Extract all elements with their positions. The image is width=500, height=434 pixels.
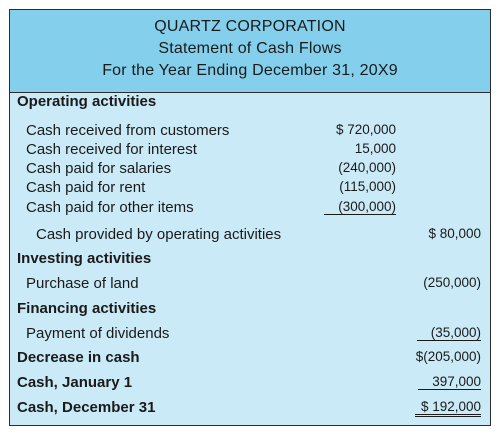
- line-item: [10, 325, 490, 345]
- cash-flow-statement: [9, 9, 491, 426]
- line-item: [10, 179, 490, 199]
- decrease-row: [10, 349, 490, 369]
- statement-period: For the Year Ending December 31, 20X9: [102, 62, 398, 79]
- line-item-label: Payment of dividends: [26, 325, 170, 342]
- cash-begin-amount: 397,000: [418, 374, 481, 390]
- cash-begin-label: Cash, January 1: [17, 374, 133, 391]
- decrease-amount: $(205,000): [415, 349, 481, 364]
- line-item-amount: (250,000): [423, 275, 481, 290]
- line-item-amount: (240,000): [338, 160, 396, 175]
- operating-total-amount: $ 80,000: [428, 226, 481, 241]
- section-heading-investing: Investing activities: [17, 250, 152, 267]
- line-item-label: Cash paid for other items: [26, 199, 194, 216]
- line-item-label: Cash received from customers: [26, 122, 230, 139]
- line-item-amount: (115,000): [339, 179, 396, 194]
- line-item-label: Cash received for interest: [26, 141, 197, 158]
- line-item-amount: (300,000): [324, 199, 396, 215]
- line-item: [10, 275, 490, 295]
- line-item: [10, 122, 490, 142]
- cash-end-amount: $ 192,000: [415, 399, 481, 417]
- operating-total-row: [10, 226, 490, 246]
- line-item-label: Purchase of land: [26, 275, 139, 292]
- section-heading-operating: Operating activities: [17, 93, 157, 110]
- operating-total-label: Cash provided by operating activities: [36, 226, 282, 243]
- operating-heading-row: [10, 93, 490, 113]
- line-item: [10, 160, 490, 180]
- cash-begin-row: [10, 374, 490, 394]
- line-item-amount: 15,000: [354, 141, 396, 156]
- investing-heading-row: [10, 250, 490, 270]
- line-item-amount: (35,000): [417, 325, 481, 341]
- decrease-label: Decrease in cash: [17, 349, 140, 366]
- financing-heading-row: [10, 300, 490, 320]
- company-name: QUARTZ CORPORATION: [154, 18, 346, 35]
- statement-title: Statement of Cash Flows: [158, 40, 342, 57]
- line-item: [10, 199, 490, 219]
- statement-header: [10, 10, 490, 93]
- cash-end-label: Cash, December 31: [17, 399, 156, 416]
- line-item-amount: $ 720,000: [335, 122, 396, 137]
- section-heading-financing: Financing activities: [17, 300, 157, 317]
- line-item-label: Cash paid for salaries: [26, 160, 172, 177]
- line-item: [10, 141, 490, 161]
- line-item-label: Cash paid for rent: [26, 179, 146, 196]
- cash-end-row: [10, 399, 490, 419]
